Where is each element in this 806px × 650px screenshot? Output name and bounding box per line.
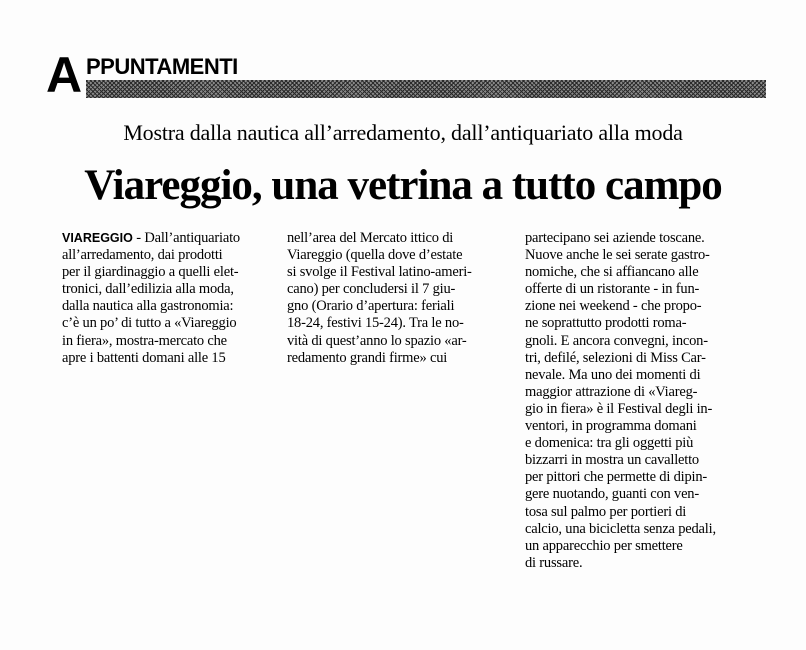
column-line: ventori, in programma domani xyxy=(525,418,697,435)
column-line: si svolge il Festival latino-ameri- xyxy=(287,264,472,281)
column-line: Nuove anche le sei serate gastro- xyxy=(525,247,710,264)
column-line: cano) per concludersi il 7 giu- xyxy=(287,281,456,298)
rubric-title: PPUNTAMENTI xyxy=(86,56,242,78)
section-rubric xyxy=(46,47,766,103)
column-line: nomiche, che si affiancano alle xyxy=(525,264,699,281)
column-line: tri, defilé, selezioni di Miss Car- xyxy=(525,349,706,366)
column-line: c’è un po’ di tutto a «Viareggio xyxy=(62,315,237,332)
rubric-initial: A xyxy=(46,47,81,103)
article-column-3 xyxy=(525,230,760,572)
column-line: di russare. xyxy=(525,554,583,571)
article-kicker: Mostra dalla nautica all’arredamento, dall’antiquariato alla moda xyxy=(123,120,683,145)
column-line: e domenica: tra gli oggetti più xyxy=(525,435,694,452)
column-line: ne soprattutto prodotti roma- xyxy=(525,315,687,332)
column-line: maggior attrazione di «Viareg- xyxy=(525,383,698,400)
column-line: in fiera», mostra-mercato che xyxy=(62,332,227,349)
column-line: per pittori che permette di dipin- xyxy=(525,469,708,486)
article-headline: Viareggio, una vetrina a tutto campo xyxy=(84,162,722,209)
column-line: offerte di un ristorante - in fun- xyxy=(525,281,700,298)
article-column-2 xyxy=(287,230,507,367)
rubric-halftone-band xyxy=(86,80,766,98)
column-line: bizzarri in mostra un cavalletto xyxy=(525,452,699,469)
column-line: un apparecchio per smettere xyxy=(525,537,683,554)
column-line: redamento grandi firme» cui xyxy=(287,349,448,366)
column-line: tronici, dall’edilizia alla moda, xyxy=(62,281,234,298)
column-line: gio in fiera» è il Festival degli in- xyxy=(525,400,713,417)
column-line: tosa sul palmo per portieri di xyxy=(525,503,687,520)
column-line: 18-24, festivi 15-24). Tra le no- xyxy=(287,315,464,332)
column-line: Viareggio (quella dove d’estate xyxy=(287,247,463,264)
column-line: zione nei weekend - che propo- xyxy=(525,298,702,315)
column-line: vità di quest’anno lo spazio «ar- xyxy=(287,332,467,349)
article-dateline: VIAREGGIO xyxy=(62,231,133,245)
column-line: nevale. Ma uno dei momenti di xyxy=(525,366,701,383)
column-line: gere nuotando, guanti con ven- xyxy=(525,486,699,503)
column-line: per il giardinaggio a quelli elet- xyxy=(62,264,239,281)
column-line: apre i battenti domani alle 15 xyxy=(62,349,226,366)
column-line: dalla nautica alla gastronomia: xyxy=(62,298,234,315)
column-line: VIAREGGIO - Dall’antiquariato xyxy=(62,230,240,246)
column-line: gnoli. E ancora convegni, incon- xyxy=(525,332,708,349)
column-line: nell’area del Mercato ittico di xyxy=(287,230,454,246)
column-line: partecipano sei aziende toscane. xyxy=(525,230,705,246)
column-line: gno (Orario d’apertura: feriali xyxy=(287,298,455,315)
article-column-1 xyxy=(62,230,272,367)
column-line: calcio, una bicicletta senza pedali, xyxy=(525,520,716,537)
column-line: all’arredamento, dai prodotti xyxy=(62,247,223,264)
